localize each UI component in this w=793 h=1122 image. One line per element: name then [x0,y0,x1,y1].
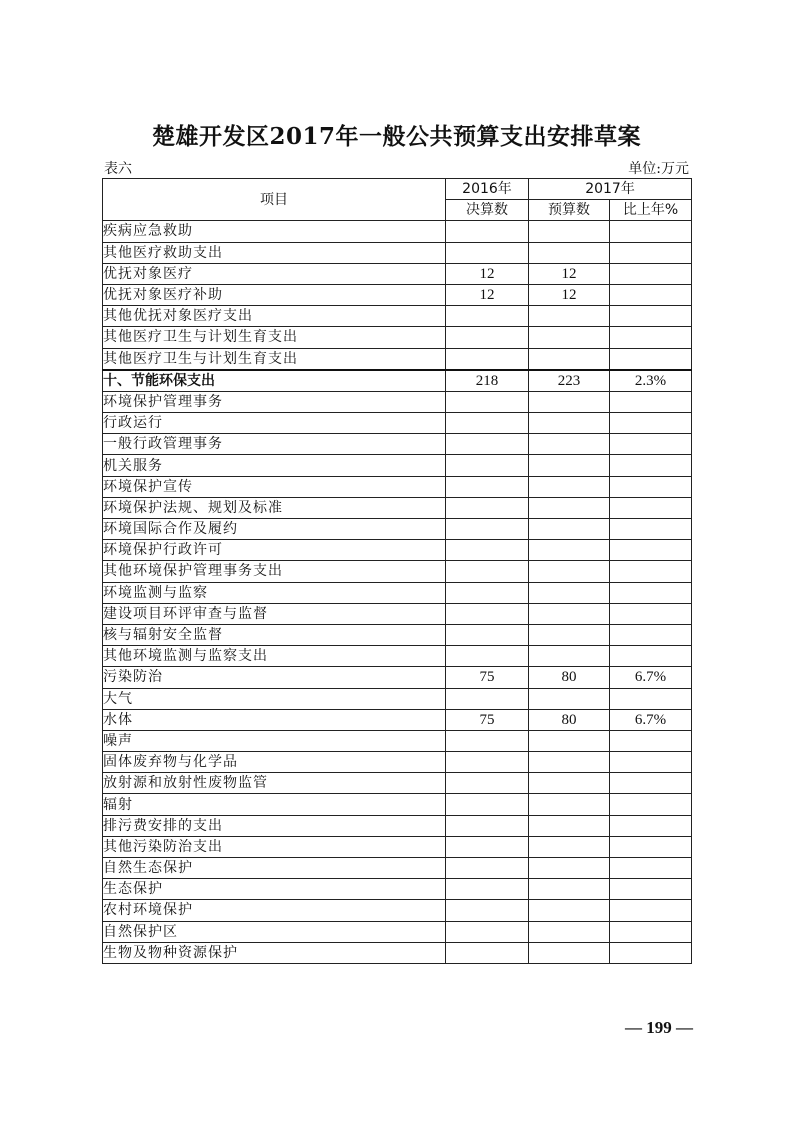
row-budget-value [529,434,610,455]
budget-table [102,178,692,964]
row-item-name: 其他医疗卫生与计划生育支出 [103,327,446,348]
row-final-value: 218 [446,370,529,392]
table-row [103,624,692,645]
table-row [103,815,692,836]
table-row [103,434,692,455]
table-row [103,519,692,540]
row-item-name: 环境监测与监察 [103,582,446,603]
header-row-top [103,179,692,200]
row-budget-value [529,327,610,348]
row-final-value [446,306,529,327]
row-final-value [446,413,529,434]
row-final-value [446,540,529,561]
header-final: 决算数 [446,200,529,221]
table-row [103,709,692,730]
row-change-value [610,221,692,242]
row-budget-value: 12 [529,284,610,305]
table-row [103,773,692,794]
row-final-value [446,900,529,921]
table-row [103,540,692,561]
table-row [103,730,692,751]
row-change-value [610,921,692,942]
page-title: 楚雄开发区2017年一般公共预算支出安排草案 [151,123,641,150]
row-change-value [610,348,692,370]
row-change-value [610,900,692,921]
row-budget-value [529,582,610,603]
row-budget-value [529,942,610,963]
row-change-value [610,519,692,540]
row-change-value [610,603,692,624]
row-change-value [610,794,692,815]
table-number: 表六 [104,161,132,177]
row-final-value [446,603,529,624]
row-budget-value: 223 [529,370,610,392]
row-change-value [610,624,692,645]
row-final-value [446,879,529,900]
row-change-value [610,306,692,327]
table-row [103,263,692,284]
row-item-name: 建设项目环评审查与监督 [103,603,446,624]
row-item-name: 疾病应急救助 [103,221,446,242]
row-budget-value [529,858,610,879]
row-change-value [610,391,692,412]
row-budget-value [529,391,610,412]
row-item-name: 固体废弃物与化学品 [103,752,446,773]
row-final-value [446,624,529,645]
row-budget-value [529,455,610,476]
table-row [103,221,692,242]
row-budget-value [529,752,610,773]
row-budget-value [529,921,610,942]
row-final-value [446,730,529,751]
row-final-value [446,327,529,348]
table-row [103,752,692,773]
row-item-name: 水体 [103,709,446,730]
row-budget-value [529,348,610,370]
row-budget-value [529,773,610,794]
table-row [103,646,692,667]
table-row [103,667,692,688]
row-change-value [610,434,692,455]
row-item-name: 农村环境保护 [103,900,446,921]
row-budget-value [529,815,610,836]
table-row [103,879,692,900]
table-row [103,455,692,476]
row-item-name: 机关服务 [103,455,446,476]
row-change-value: 6.7% [610,709,692,730]
row-final-value [446,348,529,370]
header-year-2016: 2016年 [446,179,529,200]
row-item-name: 十、节能环保支出 [103,370,446,392]
row-change-value: 2.3% [610,370,692,392]
row-item-name: 自然生态保护 [103,858,446,879]
row-item-name: 环境保护宣传 [103,476,446,497]
row-item-name: 辐射 [103,794,446,815]
row-change-value [610,879,692,900]
row-budget-value [529,603,610,624]
row-final-value: 75 [446,709,529,730]
row-budget-value: 12 [529,263,610,284]
row-final-value [446,773,529,794]
row-change-value [610,263,692,284]
row-item-name: 其他环境保护管理事务支出 [103,561,446,582]
row-final-value [446,582,529,603]
row-final-value [446,921,529,942]
row-change-value [610,455,692,476]
row-budget-value [529,836,610,857]
row-budget-value [529,497,610,518]
row-budget-value [529,519,610,540]
row-final-value [446,646,529,667]
row-final-value [446,942,529,963]
row-budget-value [529,221,610,242]
header-item: 项目 [103,179,446,221]
row-item-name: 其他污染防治支出 [103,836,446,857]
row-item-name: 核与辐射安全监督 [103,624,446,645]
row-budget-value [529,624,610,645]
row-item-name: 环境保护行政许可 [103,540,446,561]
row-change-value [610,242,692,263]
row-budget-value [529,476,610,497]
row-change-value [610,730,692,751]
row-change-value [610,858,692,879]
row-item-name: 其他医疗卫生与计划生育支出 [103,348,446,370]
row-final-value [446,752,529,773]
row-final-value: 75 [446,667,529,688]
row-change-value: 6.7% [610,667,692,688]
table-row [103,476,692,497]
row-budget-value [529,242,610,263]
table-row [103,284,692,305]
row-change-value [610,476,692,497]
row-budget-value [529,561,610,582]
row-item-name: 优抚对象医疗补助 [103,284,446,305]
row-item-name: 其他医疗救助支出 [103,242,446,263]
row-budget-value [529,646,610,667]
row-budget-value [529,540,610,561]
row-final-value [446,242,529,263]
row-change-value [610,646,692,667]
table-row [103,582,692,603]
row-change-value [610,327,692,348]
row-budget-value [529,413,610,434]
row-final-value: 12 [446,284,529,305]
row-item-name: 大气 [103,688,446,709]
row-change-value [610,773,692,794]
header-budget: 预算数 [529,200,610,221]
row-budget-value [529,306,610,327]
table-row [103,942,692,963]
row-budget-value: 80 [529,709,610,730]
row-item-name: 环境国际合作及履约 [103,519,446,540]
row-change-value [610,497,692,518]
row-item-name: 行政运行 [103,413,446,434]
row-item-name: 一般行政管理事务 [103,434,446,455]
header-year-2017: 2017年 [529,179,692,200]
table-row [103,836,692,857]
row-change-value [610,752,692,773]
row-item-name: 优抚对象医疗 [103,263,446,284]
unit-label: 单位:万元 [628,161,689,177]
table-row [103,858,692,879]
table-row [103,794,692,815]
row-final-value [446,858,529,879]
table-row [103,413,692,434]
table-row [103,348,692,370]
row-change-value [610,942,692,963]
table-row [103,688,692,709]
row-final-value [446,221,529,242]
row-final-value [446,476,529,497]
row-change-value [610,284,692,305]
row-item-name: 其他环境监测与监察支出 [103,646,446,667]
table-row [103,306,692,327]
table-row [103,242,692,263]
table-row [103,561,692,582]
table-row [103,327,692,348]
row-change-value [610,561,692,582]
row-final-value [446,815,529,836]
row-budget-value [529,688,610,709]
row-change-value [610,836,692,857]
row-item-name: 放射源和放射性废物监管 [103,773,446,794]
row-final-value: 12 [446,263,529,284]
row-budget-value: 80 [529,667,610,688]
table-row [103,900,692,921]
row-budget-value [529,879,610,900]
row-change-value [610,582,692,603]
row-final-value [446,561,529,582]
row-change-value [610,540,692,561]
table-body [103,221,692,964]
row-item-name: 生物及物种资源保护 [103,942,446,963]
row-final-value [446,519,529,540]
row-change-value [610,815,692,836]
table-row [103,497,692,518]
row-final-value [446,794,529,815]
row-final-value [446,688,529,709]
row-item-name: 环境保护法规、规划及标准 [103,497,446,518]
row-item-name: 生态保护 [103,879,446,900]
row-item-name: 其他优抚对象医疗支出 [103,306,446,327]
row-final-value [446,497,529,518]
row-final-value [446,836,529,857]
table-row [103,370,692,392]
row-item-name: 环境保护管理事务 [103,391,446,412]
row-budget-value [529,794,610,815]
row-change-value [610,413,692,434]
row-budget-value [529,730,610,751]
table-row [103,391,692,412]
row-change-value [610,688,692,709]
row-item-name: 噪声 [103,730,446,751]
table-row [103,921,692,942]
row-final-value [446,455,529,476]
row-final-value [446,434,529,455]
table-row [103,603,692,624]
row-item-name: 污染防治 [103,667,446,688]
row-budget-value [529,900,610,921]
row-item-name: 排污费安排的支出 [103,815,446,836]
row-final-value [446,391,529,412]
row-item-name: 自然保护区 [103,921,446,942]
header-change: 比上年% [610,200,692,221]
page-number: — 199 — [625,1018,693,1037]
